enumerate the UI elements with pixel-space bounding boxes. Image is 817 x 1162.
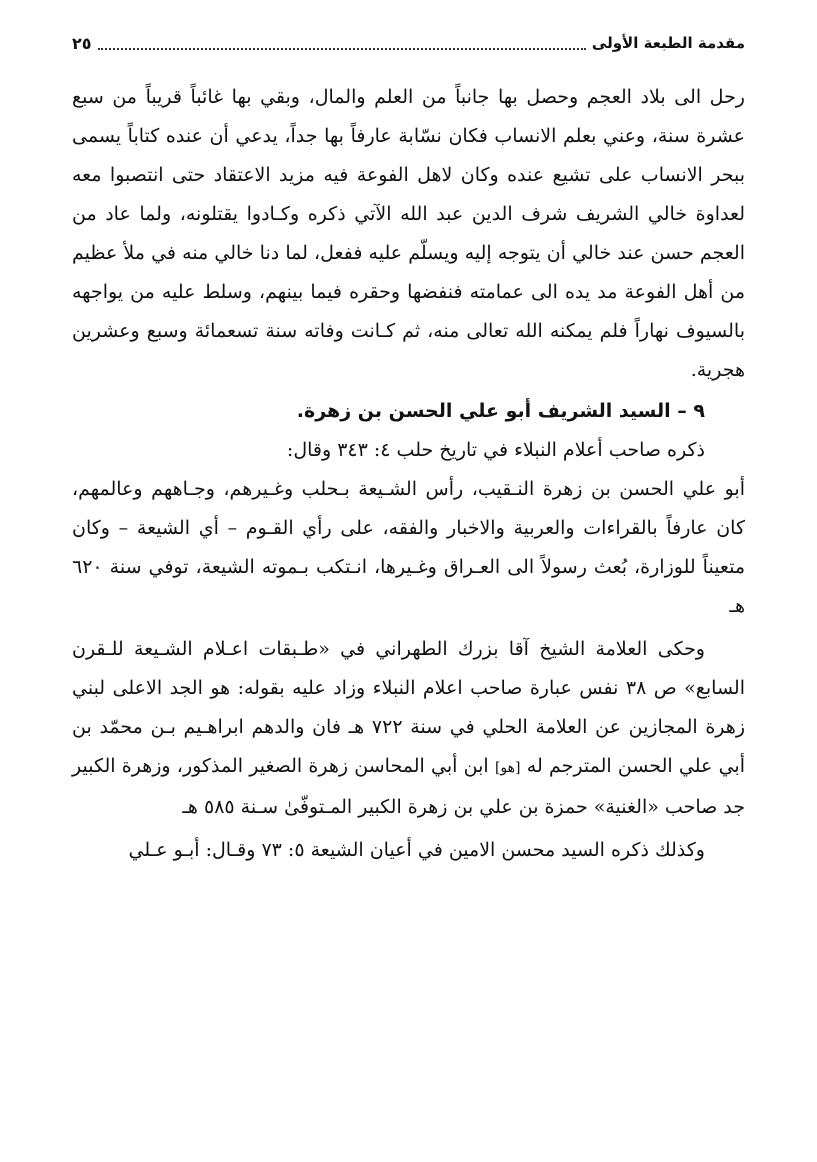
page-number: ٢٥ — [72, 33, 92, 53]
paragraph-tehrani-part2: ابن أبي المحاسن زهرة الصغير المذكور، وزهرة الكبير جد صاحب «الغنية» حمزة بن علي بن زهرة الكبير المـتوفّىٰ سـنة ٥٨٥ هـ — [72, 755, 745, 818]
running-title: مقدمة الطبعة الأولى — [591, 34, 745, 52]
editorial-bracket: [هو] — [494, 760, 521, 776]
paragraph-continued: رحل الى بلاد العجم وحصل بها جانباً من العلم والمال، وبقي بها غائباً قريباً من سبع عشرة سنة، وعني بعلم الانساب فكان نسّابة عارفاً بها جداً، يدعي أن عنده كتاباً يسمى ببحر الانساب على تشيع عنده وكان لاهل الفوعة فيه مزيد الاعتقاد حتى انتصبوا معه لعداوة خالي الشريف شرف الدين عبد الله الآتي ذكره وكـادوا يقتلونه، ولما عاد من العجم حسن عند خالي أن يتوجه إليه ويسلّم عليه ففعل، لما دنا خالي منه في ملأ عظيم من أهل الفوعة مد يده الى عمامته فنفضها وحقره فيما بينهم، وسلط عليه من يواجهه بالسيوف نهاراً فلم يمكنه الله تعالى منه، ثم كـانت وفاته سنة تسعمائة وسبع وعشرين هجرية. — [72, 86, 745, 381]
paragraph-quote: أبو علي الحسن بن زهرة النـقيب، رأس الشـيعة بـحلب وغـيرهم، وجـاههم وعالمهم، كان عارفاً بالقراءات والعربية والاخبار والفقه، على رأي القـوم – أي الشيعة – وكان متعيناً للوزارة، بُعث رسولاً الى العـراق وغـيرها، انـتكب بـموته الشيعة، توفي سنة ٦٢٠ هـ — [72, 478, 745, 617]
paragraph-tehrani-part1: وحكى العلامة الشيخ آقا بزرك الطهراني في «طـبقات اعـلام الشـيعة للـقرن السابع» ص ٣٨ نفس عبارة صاحب اعلام النبلاء وزاد عليه بقوله: هو الجد الاعلى لبني زهرة المجازين عن العلامة الحلي في سنة ٧٢٢ هـ فان والدهم ابراهـيم بـن محمّد بن أبي علي الحسن المترجم له — [72, 638, 745, 777]
page-body — [72, 78, 745, 870]
page-header — [72, 28, 745, 58]
paragraph-amin: وكذلك ذكره السيد محسن الامين في أعيان الشيعة ٥: ٧٣ وقـال: أبـو عـلي — [128, 839, 705, 861]
section-heading: ٩ – السيد الشريف أبو علي الحسن بن زهرة. — [296, 400, 705, 422]
paragraph-citation: ذكره صاحب أعلام النبلاء في تاريخ حلب ٤: ٣٤٣ وقال: — [286, 439, 705, 461]
paragraph-tehrani — [72, 630, 745, 827]
header-dotted-leader — [98, 36, 586, 50]
